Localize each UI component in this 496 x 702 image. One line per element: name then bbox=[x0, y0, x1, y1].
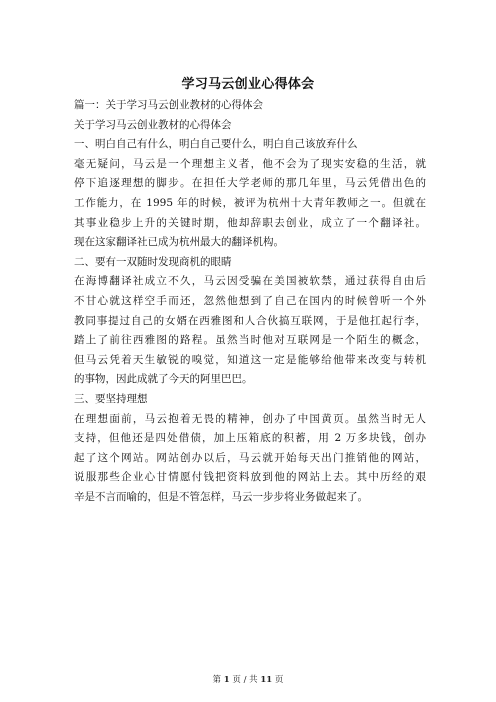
paragraph-line: 教同事提过自己的女婿在西雅图和人合伙搞互联网，于是他扛起行李， bbox=[74, 314, 426, 327]
section-heading: 篇一：关于学习马云创业教材的心得体会 bbox=[74, 99, 263, 111]
current-page-number: 1 bbox=[223, 675, 230, 685]
paragraph-line: 说服那些企业心甘情愿付钱把资料放到他的网站上去。其中历经的艰 bbox=[74, 471, 426, 484]
footer-suffix: 页 bbox=[274, 675, 284, 685]
footer-middle: 页 / 共 bbox=[232, 675, 258, 685]
paragraph-line: 现在这家翻译社已成为杭州最大的翻译机构。 bbox=[74, 236, 284, 249]
page-footer bbox=[0, 673, 496, 685]
paragraph-line: 停下追逐理想的脚步。在担任大学老师的那几年里，马云凭借出色的 bbox=[74, 177, 426, 190]
paragraph-line: 踏上了前往西雅图的路程。虽然当时他对互联网是一个陌生的概念， bbox=[74, 334, 426, 347]
point-heading-1: 一、明白自己有什么，明白自己要什么，明白自己该放弃什么 bbox=[74, 138, 358, 151]
paragraph-line: 毫无疑问，马云是一个理想主义者，他不会为了现实安稳的生活，就 bbox=[74, 157, 426, 170]
subtitle-line: 关于学习马云创业教材的心得体会 bbox=[74, 118, 232, 131]
footer-prefix: 第 bbox=[212, 675, 222, 685]
document-body bbox=[74, 96, 426, 507]
paragraph-line: 起了这个网站。网站创办以后，马云就开始每天出门推销他的网站， bbox=[74, 451, 426, 464]
document-title: 学习马云创业心得体会 bbox=[181, 77, 315, 92]
paragraph-line: 工作能力，在 1995 年的时候，被评为杭州十大青年教师之一。但就在 bbox=[74, 196, 426, 209]
point-heading-2: 二、要有一双随时发现商机的眼睛 bbox=[74, 255, 232, 268]
paragraph-line: 其事业稳步上升的关键时期，他却辞职去创业，成立了一个翻译社。 bbox=[74, 216, 426, 229]
point-heading-3: 三、要坚持理想 bbox=[74, 392, 148, 405]
paragraph-line: 但马云凭着天生敏锐的嗅觉，知道这一定是能够给他带来改变与转机 bbox=[74, 353, 426, 366]
total-pages-number: 11 bbox=[260, 675, 273, 685]
paragraph-line: 在海博翻译社成立不久，马云因受骗在美国被软禁，通过获得自由后 bbox=[74, 275, 426, 288]
paragraph-line: 辛是不言而喻的，但是不管怎样，马云一步步将业务做起来了。 bbox=[74, 490, 368, 503]
paragraph-line: 不甘心就这样空手而还，忽然他想到了自己在国内的时候曾听一个外 bbox=[74, 294, 426, 307]
paragraph-line: 支持，但他还是四处借债，加上压箱底的积蓄，用 2 万多块钱，创办 bbox=[74, 432, 426, 445]
paragraph-line: 的事物，因此成就了今天的阿里巴巴。 bbox=[74, 373, 253, 386]
paragraph-line: 在理想面前，马云抱着无畏的精神，创办了中国黄页。虽然当时无人 bbox=[74, 412, 426, 425]
